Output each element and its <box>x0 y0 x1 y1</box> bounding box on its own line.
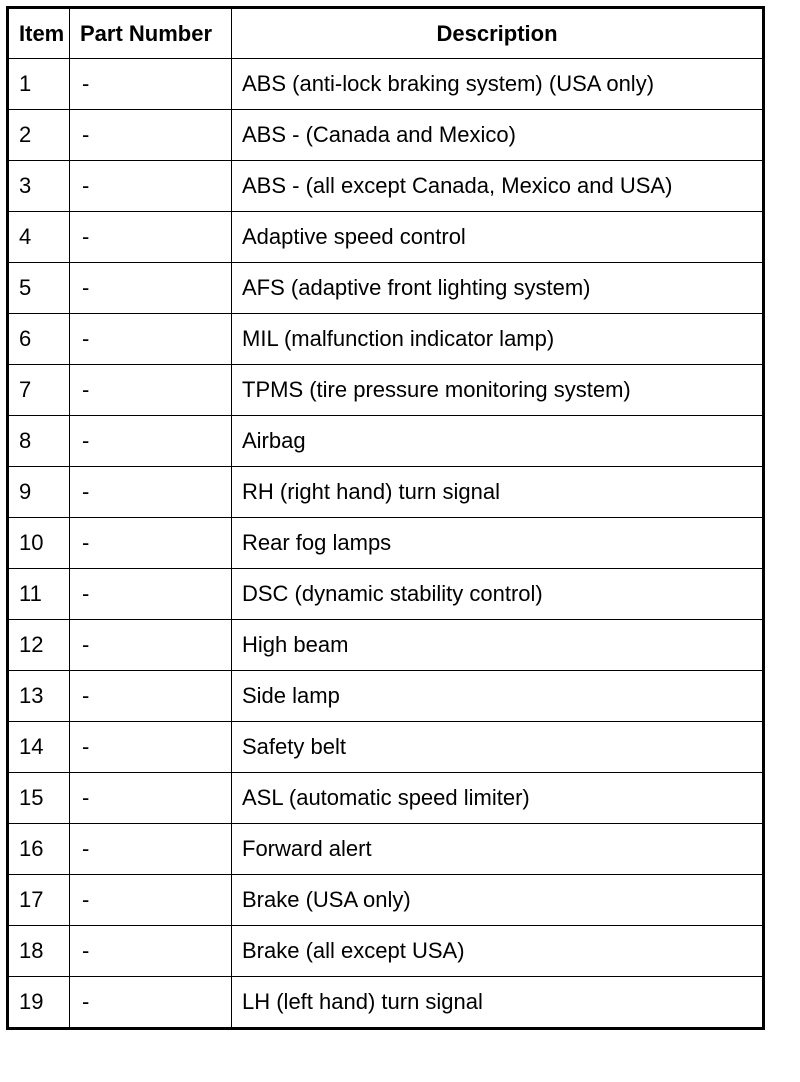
part-number-cell: - <box>70 365 232 416</box>
table-row <box>8 824 764 875</box>
item-cell: 3 <box>8 161 70 212</box>
description-cell: ABS - (Canada and Mexico) <box>232 110 764 161</box>
description-cell: Rear fog lamps <box>232 518 764 569</box>
description-cell: MIL (malfunction indicator lamp) <box>232 314 764 365</box>
item-cell: 15 <box>8 773 70 824</box>
description-cell: ASL (automatic speed limiter) <box>232 773 764 824</box>
item-cell: 19 <box>8 977 70 1029</box>
part-number-cell: - <box>70 569 232 620</box>
parts-table <box>6 6 765 1030</box>
header-item: Item <box>8 8 70 59</box>
table-row <box>8 518 764 569</box>
table-row <box>8 416 764 467</box>
header-row <box>8 8 764 59</box>
item-cell: 18 <box>8 926 70 977</box>
item-cell: 9 <box>8 467 70 518</box>
item-cell: 12 <box>8 620 70 671</box>
item-cell: 14 <box>8 722 70 773</box>
table-row <box>8 59 764 110</box>
part-number-cell: - <box>70 926 232 977</box>
description-cell: ABS - (all except Canada, Mexico and USA) <box>232 161 764 212</box>
description-cell: Forward alert <box>232 824 764 875</box>
description-cell: ABS (anti-lock braking system) (USA only) <box>232 59 764 110</box>
table-row <box>8 671 764 722</box>
description-cell: Brake (all except USA) <box>232 926 764 977</box>
table-row <box>8 467 764 518</box>
item-cell: 7 <box>8 365 70 416</box>
item-cell: 10 <box>8 518 70 569</box>
description-cell: DSC (dynamic stability control) <box>232 569 764 620</box>
item-cell: 6 <box>8 314 70 365</box>
part-number-cell: - <box>70 314 232 365</box>
table-row <box>8 110 764 161</box>
item-cell: 1 <box>8 59 70 110</box>
description-cell: TPMS (tire pressure monitoring system) <box>232 365 764 416</box>
part-number-cell: - <box>70 263 232 314</box>
table-row <box>8 161 764 212</box>
part-number-cell: - <box>70 467 232 518</box>
item-cell: 8 <box>8 416 70 467</box>
part-number-cell: - <box>70 416 232 467</box>
description-cell: RH (right hand) turn signal <box>232 467 764 518</box>
table-row <box>8 263 764 314</box>
description-cell: Airbag <box>232 416 764 467</box>
part-number-cell: - <box>70 212 232 263</box>
header-part-number: Part Number <box>70 8 232 59</box>
description-cell: High beam <box>232 620 764 671</box>
part-number-cell: - <box>70 110 232 161</box>
item-cell: 16 <box>8 824 70 875</box>
table-row <box>8 212 764 263</box>
item-cell: 17 <box>8 875 70 926</box>
description-cell: Safety belt <box>232 722 764 773</box>
part-number-cell: - <box>70 875 232 926</box>
header-description: Description <box>232 8 764 59</box>
table-row <box>8 773 764 824</box>
table-row <box>8 569 764 620</box>
part-number-cell: - <box>70 59 232 110</box>
description-cell: LH (left hand) turn signal <box>232 977 764 1029</box>
table-row <box>8 926 764 977</box>
table-row <box>8 977 764 1029</box>
item-cell: 4 <box>8 212 70 263</box>
part-number-cell: - <box>70 161 232 212</box>
description-cell: Brake (USA only) <box>232 875 764 926</box>
item-cell: 11 <box>8 569 70 620</box>
part-number-cell: - <box>70 773 232 824</box>
part-number-cell: - <box>70 722 232 773</box>
part-number-cell: - <box>70 824 232 875</box>
item-cell: 2 <box>8 110 70 161</box>
table-body <box>8 59 764 1029</box>
description-cell: AFS (adaptive front lighting system) <box>232 263 764 314</box>
part-number-cell: - <box>70 671 232 722</box>
table-row <box>8 620 764 671</box>
description-cell: Adaptive speed control <box>232 212 764 263</box>
table-row <box>8 314 764 365</box>
description-cell: Side lamp <box>232 671 764 722</box>
item-cell: 13 <box>8 671 70 722</box>
table-row <box>8 365 764 416</box>
table-header <box>8 8 764 59</box>
item-cell: 5 <box>8 263 70 314</box>
part-number-cell: - <box>70 977 232 1029</box>
part-number-cell: - <box>70 518 232 569</box>
part-number-cell: - <box>70 620 232 671</box>
table-row <box>8 875 764 926</box>
table-row <box>8 722 764 773</box>
